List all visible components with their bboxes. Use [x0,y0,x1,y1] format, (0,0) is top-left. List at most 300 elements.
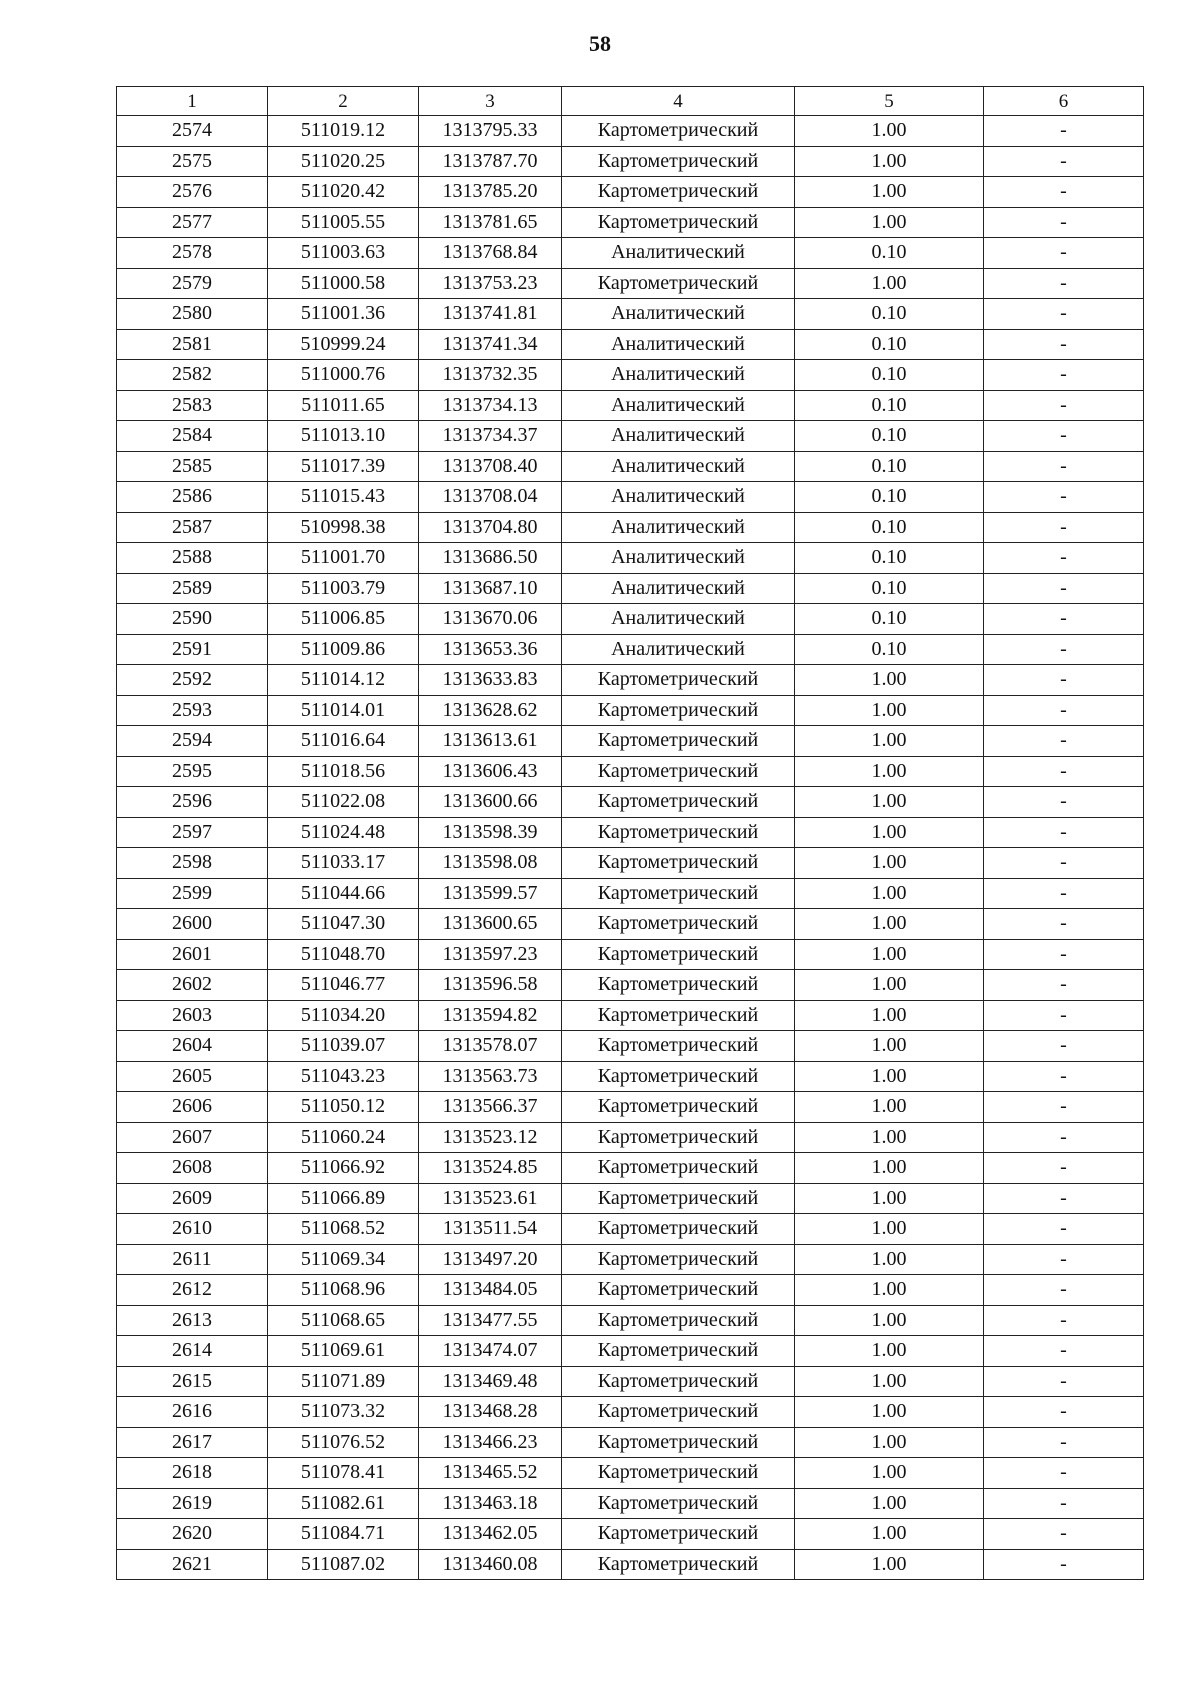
point-number-cell: 2606 [117,1092,268,1123]
x-coordinate-cell: 510999.24 [268,329,419,360]
method-cell: Аналитический [562,329,795,360]
table-row [117,1183,1144,1214]
x-coordinate-cell: 510998.38 [268,512,419,543]
note-cell: - [984,1305,1144,1336]
y-coordinate-cell: 1313741.81 [419,299,562,330]
method-cell: Картометрический [562,1153,795,1184]
note-cell: - [984,756,1144,787]
method-cell: Картометрический [562,939,795,970]
point-number-cell: 2574 [117,116,268,147]
accuracy-cell: 1.00 [795,665,984,696]
method-cell: Картометрический [562,1031,795,1062]
point-number-cell: 2620 [117,1519,268,1550]
accuracy-cell: 1.00 [795,695,984,726]
x-coordinate-cell: 511068.52 [268,1214,419,1245]
y-coordinate-cell: 1313787.70 [419,146,562,177]
accuracy-cell: 1.00 [795,817,984,848]
table-row [117,482,1144,513]
method-cell: Картометрический [562,970,795,1001]
method-cell: Картометрический [562,665,795,696]
accuracy-cell: 1.00 [795,207,984,238]
y-coordinate-cell: 1313596.58 [419,970,562,1001]
table-row [117,390,1144,421]
point-number-cell: 2602 [117,970,268,1001]
x-coordinate-cell: 511003.79 [268,573,419,604]
method-cell: Аналитический [562,482,795,513]
y-coordinate-cell: 1313578.07 [419,1031,562,1062]
point-number-cell: 2580 [117,299,268,330]
table-row [117,116,1144,147]
point-number-cell: 2575 [117,146,268,177]
y-coordinate-cell: 1313598.39 [419,817,562,848]
point-number-cell: 2589 [117,573,268,604]
method-cell: Картометрический [562,787,795,818]
point-number-cell: 2576 [117,177,268,208]
table-row [117,1061,1144,1092]
x-coordinate-cell: 511069.61 [268,1336,419,1367]
point-number-cell: 2601 [117,939,268,970]
table-row [117,1305,1144,1336]
method-cell: Картометрический [562,1000,795,1031]
y-coordinate-cell: 1313563.73 [419,1061,562,1092]
y-coordinate-cell: 1313633.83 [419,665,562,696]
method-cell: Картометрический [562,207,795,238]
table-row [117,329,1144,360]
x-coordinate-cell: 511068.96 [268,1275,419,1306]
method-cell: Картометрический [562,1366,795,1397]
method-cell: Картометрический [562,1214,795,1245]
x-coordinate-cell: 511060.24 [268,1122,419,1153]
point-number-cell: 2590 [117,604,268,635]
x-coordinate-cell: 511050.12 [268,1092,419,1123]
x-coordinate-cell: 511000.58 [268,268,419,299]
accuracy-cell: 1.00 [795,756,984,787]
accuracy-cell: 0.10 [795,360,984,391]
note-cell: - [984,878,1144,909]
method-cell: Аналитический [562,360,795,391]
accuracy-cell: 1.00 [795,1519,984,1550]
x-coordinate-cell: 511033.17 [268,848,419,879]
table-row [117,878,1144,909]
accuracy-cell: 0.10 [795,451,984,482]
x-coordinate-cell: 511073.32 [268,1397,419,1428]
x-coordinate-cell: 511039.07 [268,1031,419,1062]
x-coordinate-cell: 511069.34 [268,1244,419,1275]
method-cell: Картометрический [562,1092,795,1123]
point-number-cell: 2612 [117,1275,268,1306]
note-cell: - [984,573,1144,604]
table-row [117,695,1144,726]
accuracy-cell: 0.10 [795,329,984,360]
point-number-cell: 2603 [117,1000,268,1031]
y-coordinate-cell: 1313523.61 [419,1183,562,1214]
y-coordinate-cell: 1313477.55 [419,1305,562,1336]
x-coordinate-cell: 511047.30 [268,909,419,940]
point-number-cell: 2617 [117,1427,268,1458]
y-coordinate-cell: 1313598.08 [419,848,562,879]
note-cell: - [984,1214,1144,1245]
note-cell: - [984,909,1144,940]
note-cell: - [984,1000,1144,1031]
accuracy-cell: 1.00 [795,1122,984,1153]
point-number-cell: 2586 [117,482,268,513]
method-cell: Картометрический [562,848,795,879]
x-coordinate-cell: 511017.39 [268,451,419,482]
note-cell: - [984,1366,1144,1397]
method-cell: Картометрический [562,1519,795,1550]
point-number-cell: 2585 [117,451,268,482]
y-coordinate-cell: 1313600.66 [419,787,562,818]
point-number-cell: 2608 [117,1153,268,1184]
table-row [117,1214,1144,1245]
table-row [117,1000,1144,1031]
header-cell-1: 1 [117,87,268,116]
y-coordinate-cell: 1313708.40 [419,451,562,482]
point-number-cell: 2614 [117,1336,268,1367]
note-cell: - [984,421,1144,452]
method-cell: Аналитический [562,573,795,604]
point-number-cell: 2581 [117,329,268,360]
method-cell: Картометрический [562,1275,795,1306]
x-coordinate-cell: 511014.12 [268,665,419,696]
point-number-cell: 2616 [117,1397,268,1428]
note-cell: - [984,451,1144,482]
note-cell: - [984,512,1144,543]
method-cell: Картометрический [562,177,795,208]
note-cell: - [984,1549,1144,1580]
y-coordinate-cell: 1313462.05 [419,1519,562,1550]
table-row [117,360,1144,391]
table-row [117,1488,1144,1519]
table-row [117,543,1144,574]
x-coordinate-cell: 511034.20 [268,1000,419,1031]
x-coordinate-cell: 511018.56 [268,756,419,787]
method-cell: Картометрический [562,1488,795,1519]
header-cell-5: 5 [795,87,984,116]
note-cell: - [984,207,1144,238]
y-coordinate-cell: 1313599.57 [419,878,562,909]
accuracy-cell: 1.00 [795,1275,984,1306]
accuracy-cell: 1.00 [795,116,984,147]
accuracy-cell: 1.00 [795,1366,984,1397]
method-cell: Картометрический [562,756,795,787]
note-cell: - [984,238,1144,269]
note-cell: - [984,1275,1144,1306]
point-number-cell: 2598 [117,848,268,879]
note-cell: - [984,787,1144,818]
y-coordinate-cell: 1313465.52 [419,1458,562,1489]
note-cell: - [984,1519,1144,1550]
y-coordinate-cell: 1313653.36 [419,634,562,665]
x-coordinate-cell: 511084.71 [268,1519,419,1550]
table-row [117,817,1144,848]
table-row [117,1427,1144,1458]
note-cell: - [984,665,1144,696]
method-cell: Аналитический [562,421,795,452]
accuracy-cell: 0.10 [795,573,984,604]
accuracy-cell: 1.00 [795,787,984,818]
method-cell: Картометрический [562,1427,795,1458]
table-row [117,909,1144,940]
point-number-cell: 2607 [117,1122,268,1153]
note-cell: - [984,177,1144,208]
method-cell: Картометрический [562,817,795,848]
point-number-cell: 2578 [117,238,268,269]
method-cell: Аналитический [562,451,795,482]
table-row [117,146,1144,177]
x-coordinate-cell: 511020.25 [268,146,419,177]
point-number-cell: 2584 [117,421,268,452]
x-coordinate-cell: 511071.89 [268,1366,419,1397]
note-cell: - [984,482,1144,513]
note-cell: - [984,329,1144,360]
accuracy-cell: 1.00 [795,1214,984,1245]
note-cell: - [984,268,1144,299]
x-coordinate-cell: 511082.61 [268,1488,419,1519]
accuracy-cell: 0.10 [795,482,984,513]
note-cell: - [984,360,1144,391]
method-cell: Картометрический [562,1061,795,1092]
y-coordinate-cell: 1313474.07 [419,1336,562,1367]
table-row [117,268,1144,299]
x-coordinate-cell: 511001.70 [268,543,419,574]
table-row [117,756,1144,787]
point-number-cell: 2592 [117,665,268,696]
x-coordinate-cell: 511068.65 [268,1305,419,1336]
header-row [117,87,1144,116]
accuracy-cell: 1.00 [795,1092,984,1123]
accuracy-cell: 0.10 [795,421,984,452]
y-coordinate-cell: 1313753.23 [419,268,562,299]
y-coordinate-cell: 1313594.82 [419,1000,562,1031]
table-row [117,451,1144,482]
x-coordinate-cell: 511043.23 [268,1061,419,1092]
accuracy-cell: 1.00 [795,878,984,909]
method-cell: Аналитический [562,390,795,421]
note-cell: - [984,116,1144,147]
y-coordinate-cell: 1313469.48 [419,1366,562,1397]
note-cell: - [984,1031,1144,1062]
note-cell: - [984,1427,1144,1458]
table-header [117,87,1144,116]
table-row [117,1549,1144,1580]
point-number-cell: 2609 [117,1183,268,1214]
accuracy-cell: 1.00 [795,1397,984,1428]
note-cell: - [984,1336,1144,1367]
y-coordinate-cell: 1313600.65 [419,909,562,940]
point-number-cell: 2583 [117,390,268,421]
note-cell: - [984,817,1144,848]
y-coordinate-cell: 1313670.06 [419,604,562,635]
x-coordinate-cell: 511076.52 [268,1427,419,1458]
accuracy-cell: 1.00 [795,1305,984,1336]
accuracy-cell: 1.00 [795,177,984,208]
x-coordinate-cell: 511019.12 [268,116,419,147]
y-coordinate-cell: 1313785.20 [419,177,562,208]
x-coordinate-cell: 511006.85 [268,604,419,635]
y-coordinate-cell: 1313708.04 [419,482,562,513]
method-cell: Картометрический [562,1336,795,1367]
y-coordinate-cell: 1313795.33 [419,116,562,147]
point-number-cell: 2604 [117,1031,268,1062]
accuracy-cell: 0.10 [795,512,984,543]
y-coordinate-cell: 1313606.43 [419,756,562,787]
method-cell: Аналитический [562,299,795,330]
point-number-cell: 2600 [117,909,268,940]
y-coordinate-cell: 1313463.18 [419,1488,562,1519]
method-cell: Картометрический [562,695,795,726]
method-cell: Картометрический [562,1397,795,1428]
accuracy-cell: 0.10 [795,238,984,269]
table-row [117,421,1144,452]
coordinates-table [116,86,1144,1580]
method-cell: Картометрический [562,1458,795,1489]
point-number-cell: 2619 [117,1488,268,1519]
y-coordinate-cell: 1313741.34 [419,329,562,360]
table-row [117,238,1144,269]
note-cell: - [984,1458,1144,1489]
accuracy-cell: 0.10 [795,634,984,665]
note-cell: - [984,543,1144,574]
note-cell: - [984,848,1144,879]
point-number-cell: 2593 [117,695,268,726]
point-number-cell: 2599 [117,878,268,909]
y-coordinate-cell: 1313687.10 [419,573,562,604]
accuracy-cell: 1.00 [795,1031,984,1062]
table-row [117,1153,1144,1184]
table-row [117,1397,1144,1428]
x-coordinate-cell: 511078.41 [268,1458,419,1489]
point-number-cell: 2587 [117,512,268,543]
point-number-cell: 2621 [117,1549,268,1580]
method-cell: Аналитический [562,634,795,665]
y-coordinate-cell: 1313704.80 [419,512,562,543]
x-coordinate-cell: 511001.36 [268,299,419,330]
method-cell: Аналитический [562,543,795,574]
note-cell: - [984,726,1144,757]
accuracy-cell: 1.00 [795,1336,984,1367]
x-coordinate-cell: 511011.65 [268,390,419,421]
x-coordinate-cell: 511048.70 [268,939,419,970]
x-coordinate-cell: 511003.63 [268,238,419,269]
note-cell: - [984,1061,1144,1092]
table-row [117,1031,1144,1062]
table-row [117,787,1144,818]
y-coordinate-cell: 1313524.85 [419,1153,562,1184]
point-number-cell: 2595 [117,756,268,787]
header-cell-2: 2 [268,87,419,116]
point-number-cell: 2613 [117,1305,268,1336]
note-cell: - [984,146,1144,177]
y-coordinate-cell: 1313781.65 [419,207,562,238]
x-coordinate-cell: 511020.42 [268,177,419,208]
note-cell: - [984,1397,1144,1428]
x-coordinate-cell: 511005.55 [268,207,419,238]
x-coordinate-cell: 511046.77 [268,970,419,1001]
accuracy-cell: 1.00 [795,970,984,1001]
table-row [117,1244,1144,1275]
note-cell: - [984,604,1144,635]
point-number-cell: 2588 [117,543,268,574]
x-coordinate-cell: 511022.08 [268,787,419,818]
accuracy-cell: 1.00 [795,1153,984,1184]
method-cell: Аналитический [562,604,795,635]
method-cell: Картометрический [562,146,795,177]
method-cell: Картометрический [562,1183,795,1214]
x-coordinate-cell: 511044.66 [268,878,419,909]
y-coordinate-cell: 1313566.37 [419,1092,562,1123]
table-row [117,512,1144,543]
y-coordinate-cell: 1313628.62 [419,695,562,726]
table-row [117,1519,1144,1550]
point-number-cell: 2605 [117,1061,268,1092]
note-cell: - [984,1122,1144,1153]
page-number: 58 [589,31,611,56]
note-cell: - [984,695,1144,726]
point-number-cell: 2591 [117,634,268,665]
accuracy-cell: 1.00 [795,1061,984,1092]
accuracy-cell: 0.10 [795,299,984,330]
table-row [117,1458,1144,1489]
point-number-cell: 2597 [117,817,268,848]
x-coordinate-cell: 511087.02 [268,1549,419,1580]
accuracy-cell: 0.10 [795,543,984,574]
table-row [117,177,1144,208]
y-coordinate-cell: 1313466.23 [419,1427,562,1458]
y-coordinate-cell: 1313768.84 [419,238,562,269]
x-coordinate-cell: 511016.64 [268,726,419,757]
x-coordinate-cell: 511014.01 [268,695,419,726]
note-cell: - [984,970,1144,1001]
point-number-cell: 2611 [117,1244,268,1275]
header-cell-3: 3 [419,87,562,116]
table-row [117,665,1144,696]
accuracy-cell: 1.00 [795,1183,984,1214]
accuracy-cell: 1.00 [795,268,984,299]
table-row [117,1336,1144,1367]
point-number-cell: 2582 [117,360,268,391]
accuracy-cell: 1.00 [795,1488,984,1519]
point-number-cell: 2610 [117,1214,268,1245]
x-coordinate-cell: 511024.48 [268,817,419,848]
point-number-cell: 2577 [117,207,268,238]
x-coordinate-cell: 511066.92 [268,1153,419,1184]
point-number-cell: 2618 [117,1458,268,1489]
x-coordinate-cell: 511009.86 [268,634,419,665]
y-coordinate-cell: 1313686.50 [419,543,562,574]
y-coordinate-cell: 1313523.12 [419,1122,562,1153]
note-cell: - [984,390,1144,421]
accuracy-cell: 1.00 [795,1427,984,1458]
y-coordinate-cell: 1313597.23 [419,939,562,970]
method-cell: Картометрический [562,1122,795,1153]
accuracy-cell: 1.00 [795,1549,984,1580]
table-row [117,207,1144,238]
method-cell: Картометрический [562,268,795,299]
accuracy-cell: 0.10 [795,390,984,421]
table-row [117,848,1144,879]
point-number-cell: 2615 [117,1366,268,1397]
table-row [117,1092,1144,1123]
method-cell: Картометрический [562,878,795,909]
point-number-cell: 2594 [117,726,268,757]
table-body [117,116,1144,1580]
accuracy-cell: 0.10 [795,604,984,635]
method-cell: Картометрический [562,116,795,147]
note-cell: - [984,1153,1144,1184]
y-coordinate-cell: 1313511.54 [419,1214,562,1245]
table-row [117,573,1144,604]
